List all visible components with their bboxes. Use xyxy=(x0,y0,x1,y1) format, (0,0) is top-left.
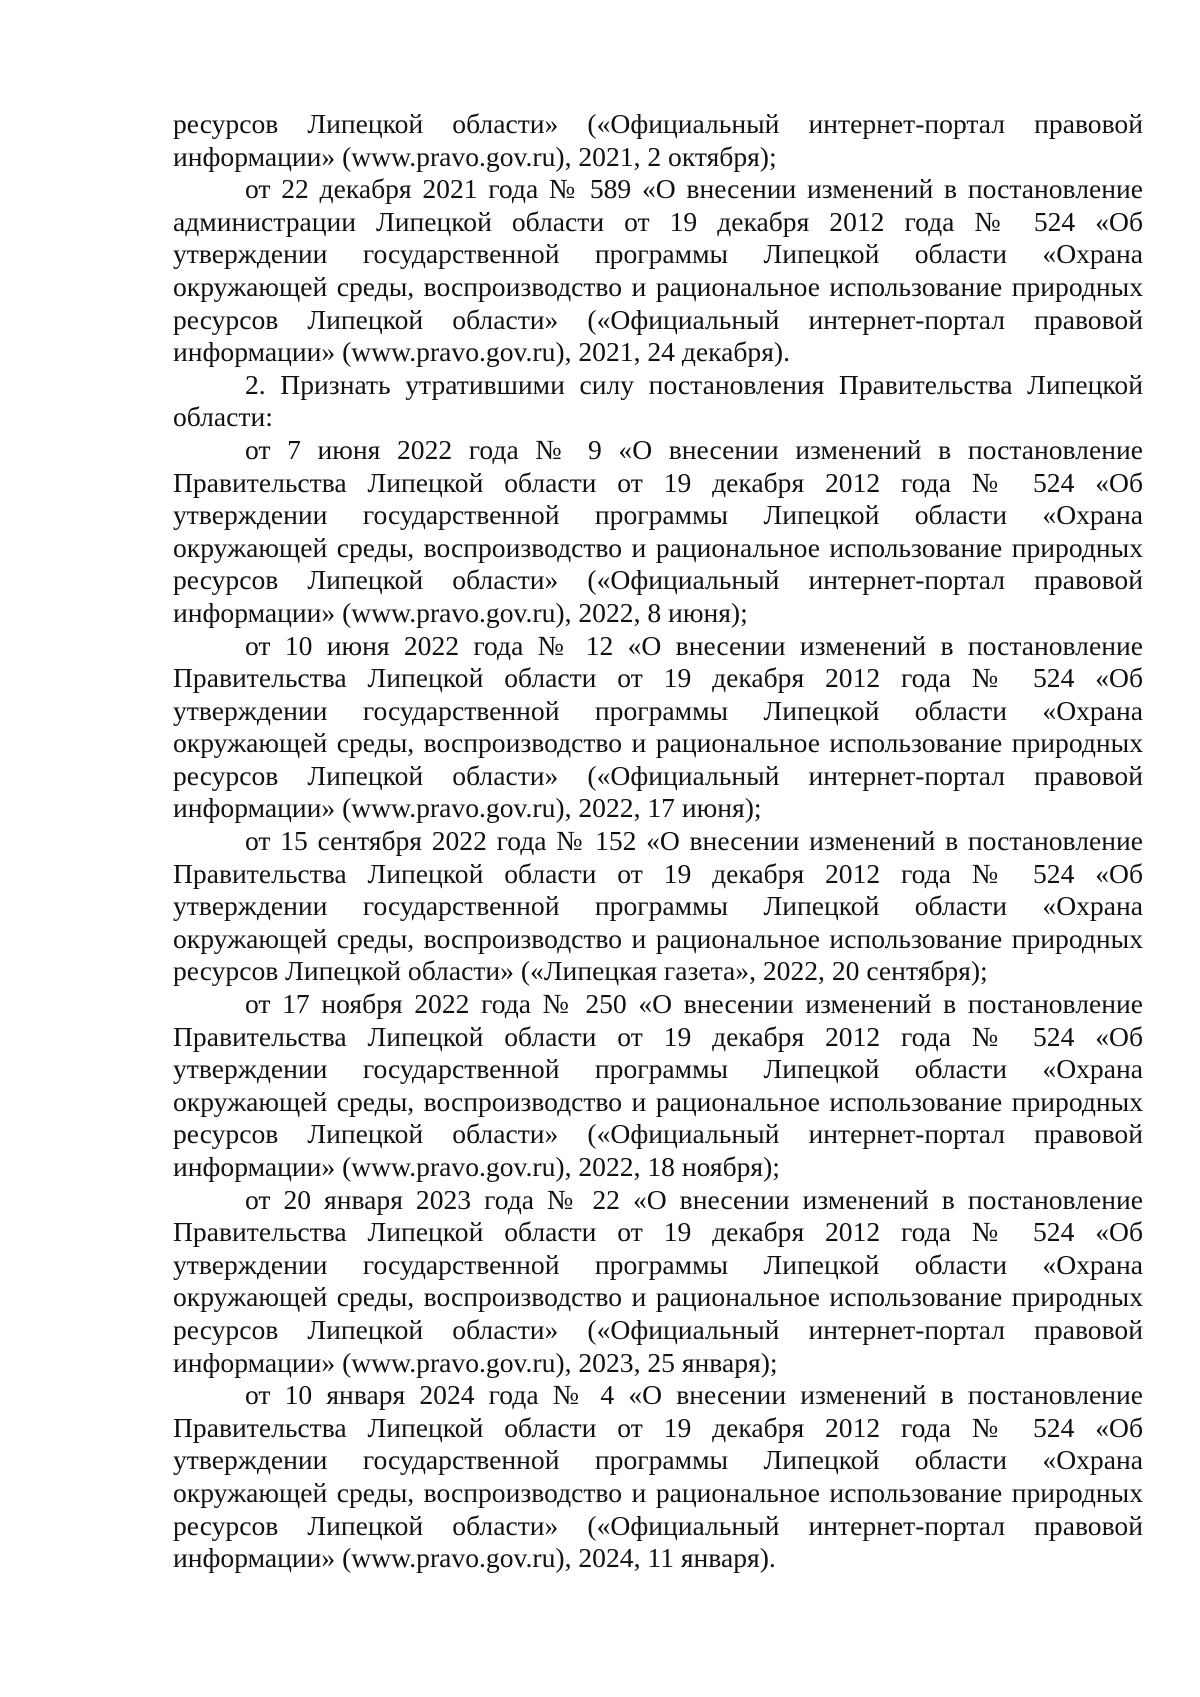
paragraph-resolution-22: от 20 января 2023 года № 22 «О внесении изменений в постановление Правительства Липецкой области от 19 декабря 2012 года № 524 «Об утверждении государственной программы Липецкой области «Охрана окружающей среды, воспроизводство и рациональное использование природных ресурсов Липецкой области» («Официальный интернет-портал правовой информации» (www.pravo.gov.ru), 2023, 25 января); xyxy=(173,1183,1143,1378)
paragraph-resolution-250: от 17 ноября 2022 года № 250 «О внесении изменений в постановление Правительства Липецкой области от 19 декабря 2012 года № 524 «Об утверждении государственной программы Липецкой области «Охрана окружающей среды, воспроизводство и рациональное использование природных ресурсов Липецкой области» («Официальный интернет-портал правовой информации» (www.pravo.gov.ru), 2022, 18 ноября); xyxy=(173,988,1143,1182)
document-page xyxy=(173,108,1143,1575)
paragraph-item-2: 2. Признать утратившими силу постановления Правительства Липецкой области: xyxy=(173,368,1143,433)
paragraph-continuation: ресурсов Липецкой области» («Официальный интернет-портал правовой информации» (www.pravo.gov.ru), 2021, 2 октября); xyxy=(173,108,1143,172)
paragraph-resolution-4: от 10 января 2024 года № 4 «О внесении изменений в постановление Правительства Липецкой области от 19 декабря 2012 года № 524 «Об утверждении государственной программы Липецкой области «Охрана окружающей среды, воспроизводство и рациональное использование природных ресурсов Липецкой области» («Официальный интернет-портал правовой информации» (www.pravo.gov.ru), 2024, 11 января). xyxy=(173,1379,1143,1574)
paragraph-resolution-152: от 15 сентября 2022 года № 152 «О внесении изменений в постановление Правительства Липецкой области от 19 декабря 2012 года № 524 «Об утверждении государственной программы Липецкой области «Охрана окружающей среды, воспроизводство и рациональное использование природных ресурсов Липецкой области» («Липецкая газета», 2022, 20 сентября); xyxy=(173,825,1143,987)
paragraph-resolution-12: от 10 июня 2022 года № 12 «О внесении изменений в постановление Правительства Липецкой области от 19 декабря 2012 года № 524 «Об утверждении государственной программы Липецкой области «Охрана окружающей среды, воспроизводство и рациональное использование природных ресурсов Липецкой области» («Официальный интернет-портал правовой информации» (www.pravo.gov.ru), 2022, 17 июня); xyxy=(173,629,1143,824)
paragraph-resolution-589: от 22 декабря 2021 года № 589 «О внесении изменений в постановление администрации Липецкой области от 19 декабря 2012 года № 524 «Об утверждении государственной программы Липецкой области «Охрана окружающей среды, воспроизводство и рациональное использование природных ресурсов Липецкой области» («Официальный интернет-портал правовой информации» (www.pravo.gov.ru), 2021, 24 декабря). xyxy=(173,173,1143,368)
paragraph-resolution-9: от 7 июня 2022 года № 9 «О внесении изменений в постановление Правительства Липецкой области от 19 декабря 2012 года № 524 «Об утверждении государственной программы Липецкой области «Охрана окружающей среды, воспроизводство и рациональное использование природных ресурсов Липецкой области» («Официальный интернет-портал правовой информации» (www.pravo.gov.ru), 2022, 8 июня); xyxy=(173,433,1143,628)
